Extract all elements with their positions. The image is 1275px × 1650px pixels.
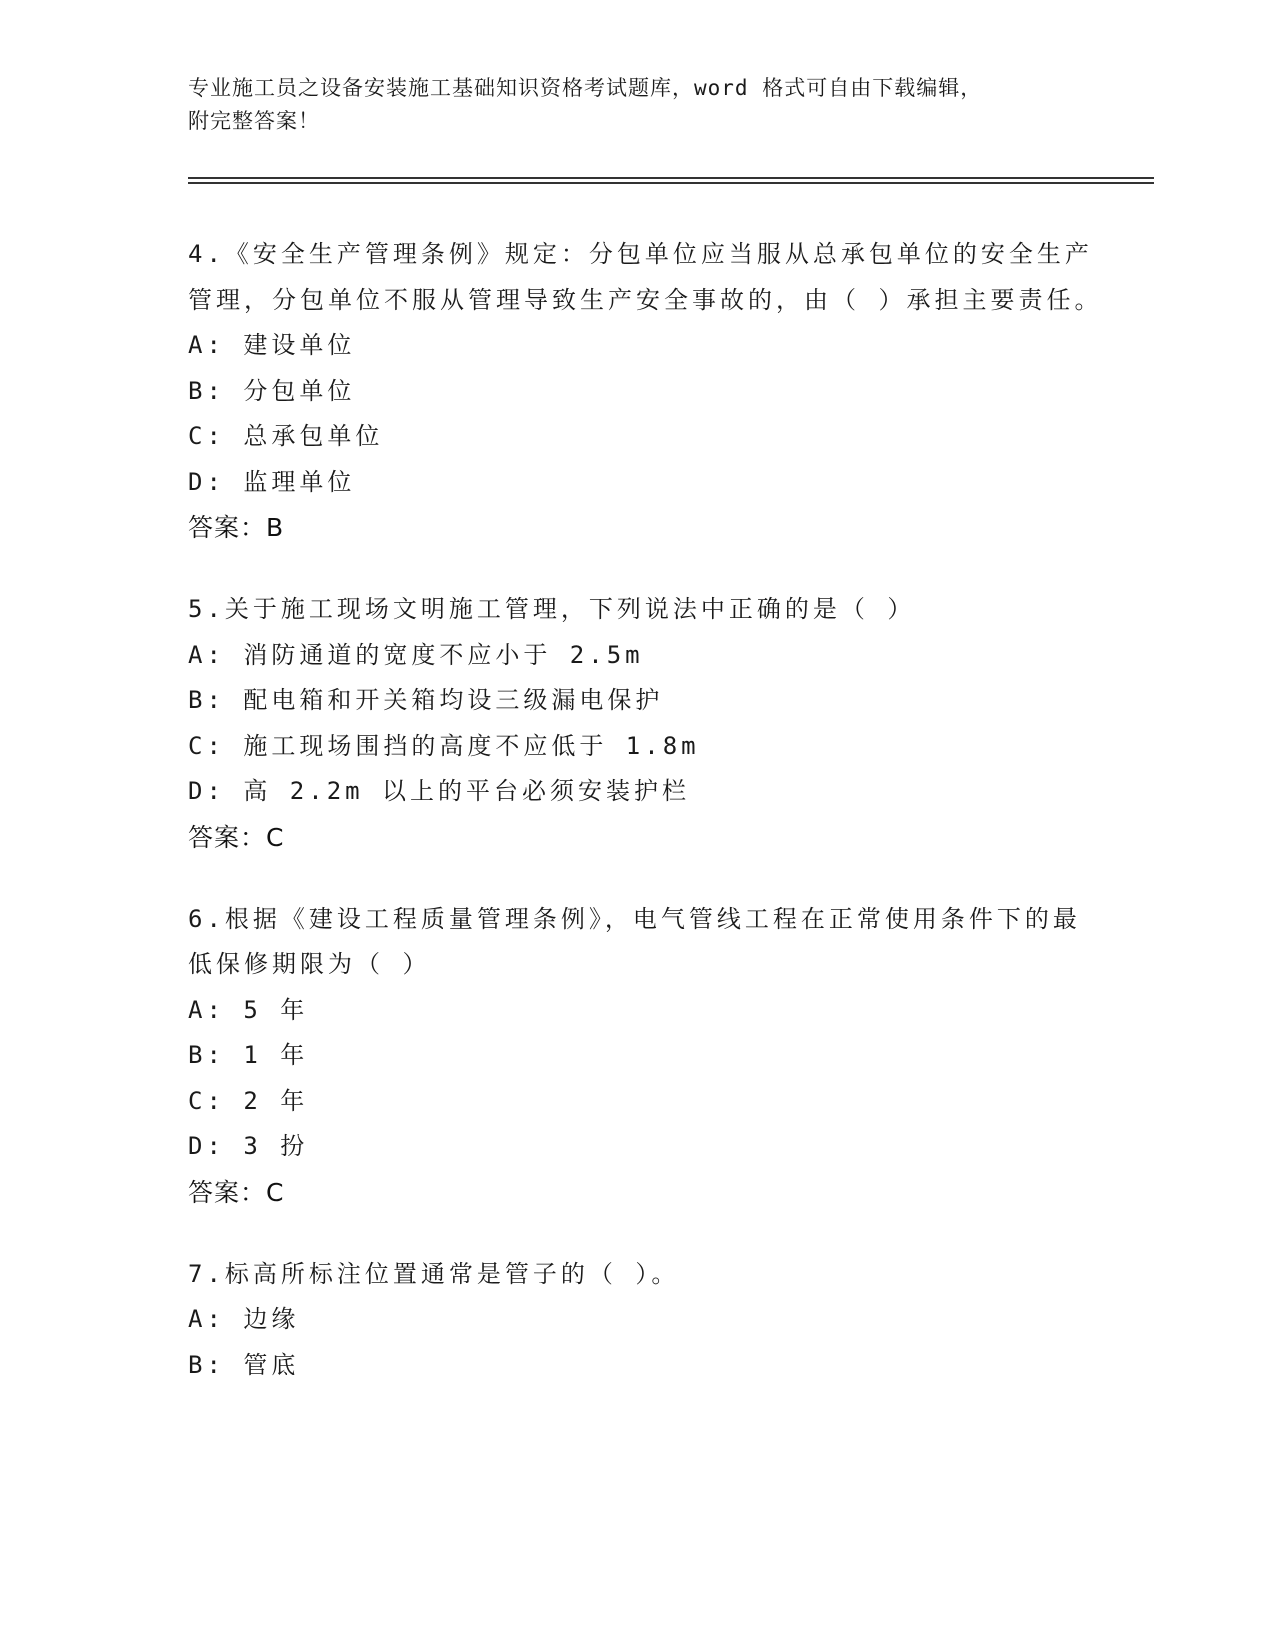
option-c: C: 施工现场围挡的高度不应低于 1.8m [188,731,700,760]
question-stem: 6.根据《建设工程质量管理条例》，电气管线工程在正常使用条件下的最低保修期限为（ ） [188,904,1081,978]
header-line-2: 附完整答案！ [188,109,320,133]
option-a: A: 建设单位 [188,331,356,359]
header-line-1: 专业施工员之设备安装施工基础知识资格考试题库，word 格式可自由下载编辑， [188,76,983,100]
option-a: A: 5 年 [188,995,309,1024]
question-stem: 5.关于施工现场文明施工管理，下列说法中正确的是（ ） [188,595,916,623]
question-5 [188,587,1108,861]
option-b: B: 配电箱和开关箱均设三级漏电保护 [188,686,664,714]
option-a: A: 消防通道的宽度不应小于 2.5m [188,640,644,669]
header-note [188,72,1088,138]
question-4 [188,232,1108,551]
question-stem: 7.标高所标注位置通常是管子的（ ）。 [188,1259,680,1288]
option-d: D: 高 2.2m 以上的平台必须安装护栏 [188,777,691,805]
option-b: B: 管底 [188,1350,300,1379]
header-divider-top [188,177,1154,179]
question-stem: 4.《安全生产管理条例》规定：分包单位应当服从总承包单位的安全生产管理，分包单位不服从管理导致生产安全事故的，由（ ）承担主要责任。 [188,240,1103,314]
answer: 答案：B [188,513,285,542]
option-c: C: 总承包单位 [188,422,384,450]
answer: 答案：C [188,1177,285,1207]
option-c: C: 2 年 [188,1086,309,1115]
option-b: B: 分包单位 [188,376,356,405]
header-divider-bottom [188,182,1154,184]
option-b: B: 1 年 [188,1041,309,1069]
option-d: D: 3 扮 [188,1132,309,1160]
option-d: D: 监理单位 [188,467,356,496]
question-6 [188,897,1108,1216]
question-list [188,232,1108,1424]
option-a: A: 边缘 [188,1305,300,1333]
question-7 [188,1252,1108,1389]
answer: 答案：C [188,822,285,852]
